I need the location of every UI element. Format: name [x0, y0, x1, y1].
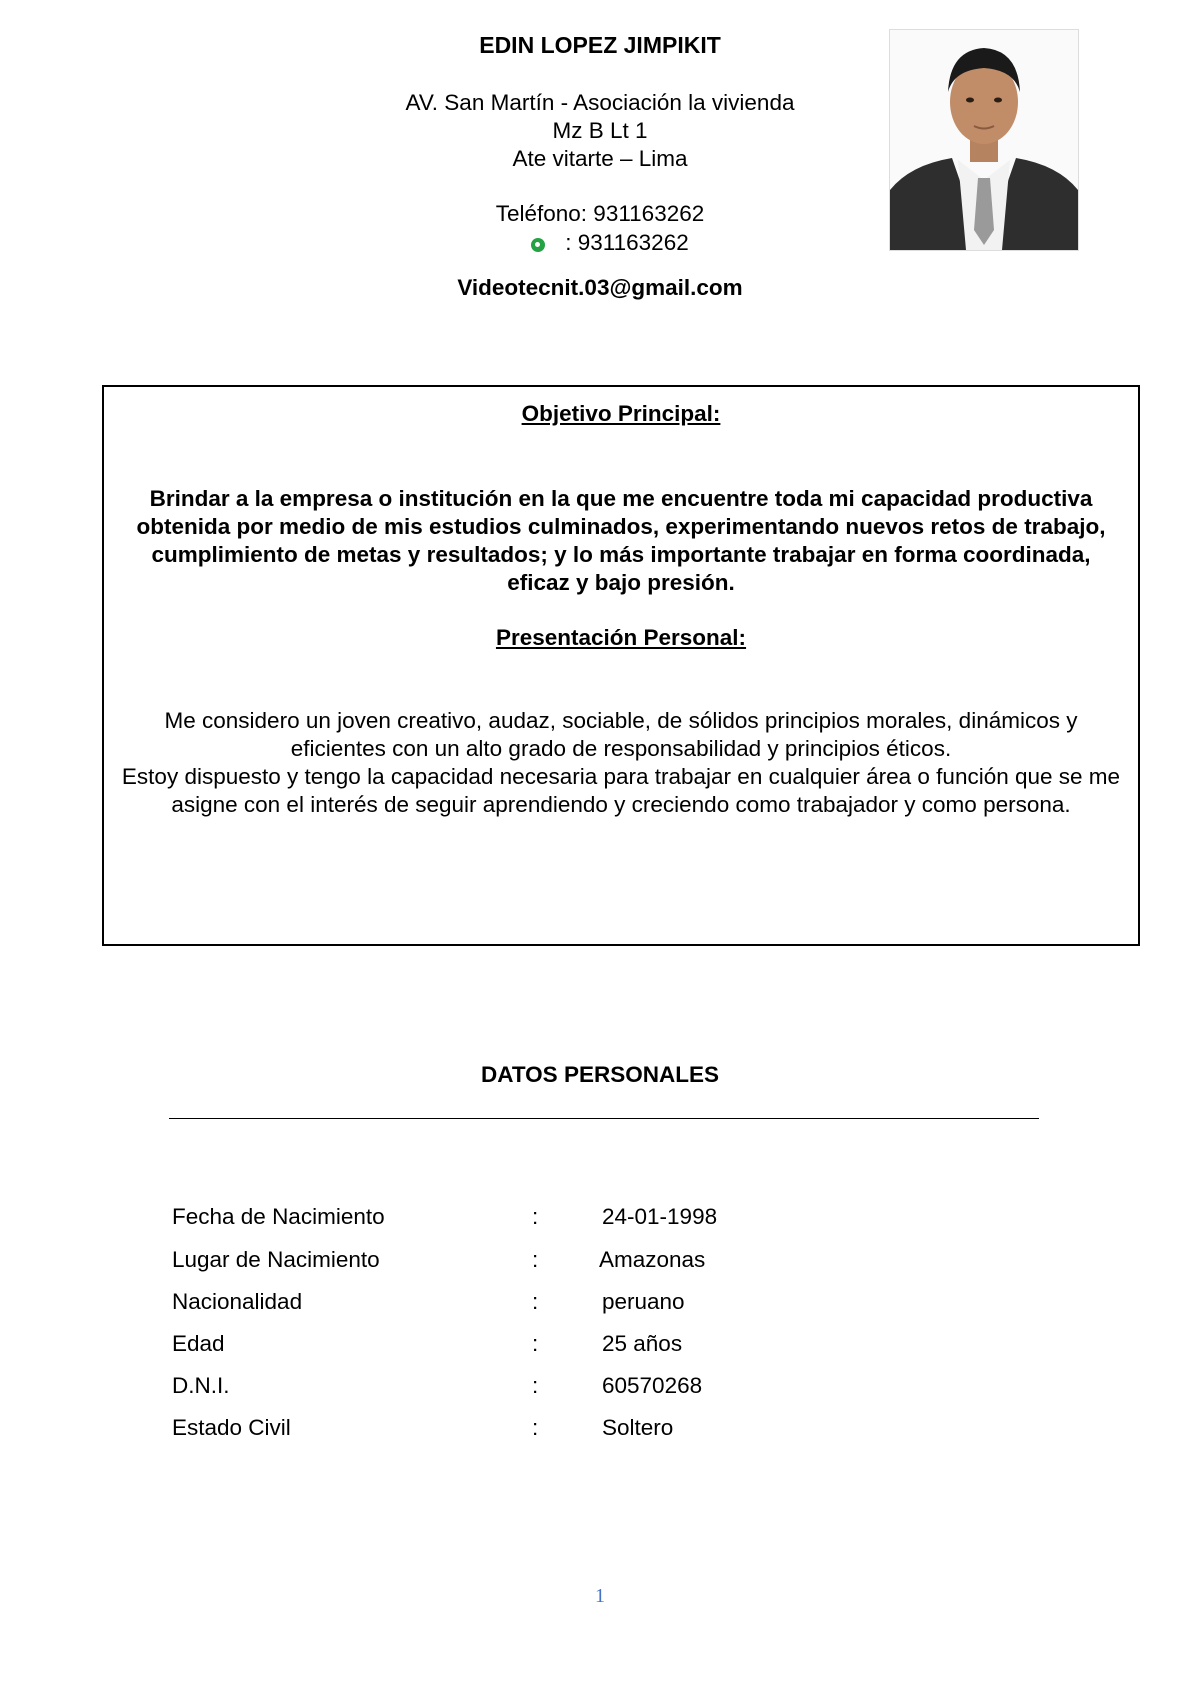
data-row-colon: :: [532, 1373, 539, 1398]
data-row: [172, 1331, 1072, 1361]
presentation-heading: Presentación Personal:: [495, 625, 747, 650]
data-row-colon: :: [532, 1204, 539, 1229]
data-row-value: Amazonas: [599, 1247, 706, 1272]
phone-number: : 931163262: [580, 201, 705, 226]
data-row-colon: :: [532, 1331, 539, 1356]
address-line-1: AV. San Martín - Asociación la vivienda: [405, 90, 795, 115]
candidate-name: EDIN LOPEZ JIMPIKIT: [479, 32, 721, 58]
whatsapp-number: : 931163262: [565, 230, 689, 255]
profile-photo: [889, 29, 1079, 251]
email-address: Videotecnit.03@gmail.com: [457, 275, 743, 300]
data-row-value: 25 años: [602, 1331, 683, 1356]
page-number: 1: [595, 1585, 605, 1607]
objective-box: [102, 385, 1140, 946]
header-block: [280, 28, 920, 301]
phone-label: Teléfono: [495, 201, 581, 226]
objective-heading: Objetivo Principal:: [521, 401, 721, 426]
data-row: [172, 1289, 1072, 1319]
data-row-value: 24-01-1998: [602, 1204, 718, 1229]
address-line-2: Mz B Lt 1: [552, 118, 648, 143]
presentation-paragraph-2: Estoy dispuesto y tengo la capacidad necesaria para trabajar en cualquier área o función que se me asigne con el interés de seguir aprendiendo y creciendo como trabajador y como persona.: [121, 764, 1121, 817]
objective-text: Brindar a la empresa o institución en la que me encuentre toda mi capacidad productiva obtenida por medio de mis estudios culminados, experimentando nuevos retos de trabajo, cumplimiento de metas y resultados; y lo más importante trabajar en forma coordinada, eficaz y bajo presión.: [136, 486, 1106, 595]
profile-photo-image: [890, 30, 1078, 250]
phone-line: [280, 199, 920, 228]
data-row-label: Lugar de Nacimiento: [172, 1247, 380, 1272]
section-divider: [169, 1118, 1039, 1119]
data-row: [172, 1204, 1072, 1234]
data-row-label: D.N.I.: [172, 1373, 230, 1398]
data-row-colon: :: [532, 1415, 539, 1440]
data-row-label: Fecha de Nacimiento: [172, 1204, 385, 1229]
data-row-colon: :: [532, 1247, 539, 1272]
data-row-label: Edad: [172, 1331, 225, 1356]
data-row-value: Soltero: [602, 1415, 674, 1440]
whatsapp-icon: [531, 238, 545, 252]
address-line-3: Ate vitarte – Lima: [512, 146, 688, 171]
data-row-label: Estado Civil: [172, 1415, 291, 1440]
presentation-paragraph-1: Me considero un joven creativo, audaz, sociable, de sólidos principios morales, dinámicos y eficientes con un alto grado de responsabilidad y principios éticos.: [164, 708, 1078, 761]
data-row-colon: :: [532, 1289, 539, 1314]
data-row-value: 60570268: [602, 1373, 703, 1398]
data-row: [172, 1373, 1072, 1403]
whatsapp-line: [280, 228, 920, 257]
data-row-value: peruano: [602, 1289, 685, 1314]
data-row: [172, 1415, 1072, 1445]
data-row-label: Nacionalidad: [172, 1289, 303, 1314]
personal-data-title: DATOS PERSONALES: [481, 1062, 719, 1087]
data-row: [172, 1247, 1072, 1277]
